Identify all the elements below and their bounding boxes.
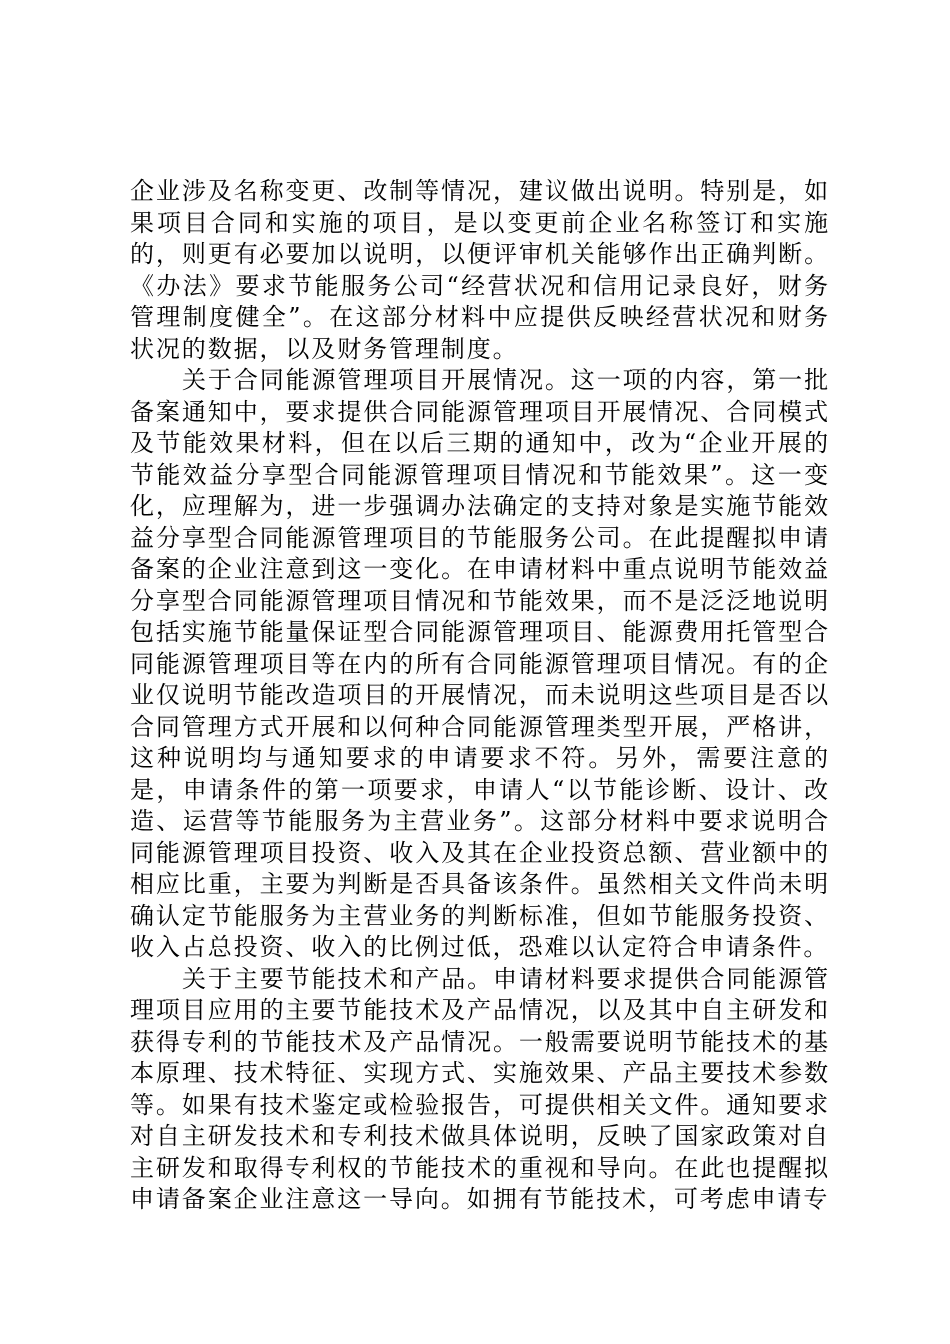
- document-page: [130, 176, 830, 1216]
- paragraph-project-status: 关于合同能源管理项目开展情况。这一项的内容，第一批备案通知中，要求提供合同能源管理项目开展情况、合同模式及节能效果材料，但在以后三期的通知中，改为“企业开展的节能效益分享型合同能源管理项目情况和节能效果”。这一变化，应理解为，进一步强调办法确定的支持对象是实施节能效益分享型合同能源管理项目的节能服务公司。在此提醒拟申请备案的企业注意到这一变化。在申请材料中重点说明节能效益分享型合同能源管理项目情况和节能效果，而不是泛泛地说明包括实施节能量保证型合同能源管理项目、能源费用托管型合同能源管理项目等在内的所有合同能源管理项目情况。有的企业仅说明节能改造项目的开展情况，而未说明这些项目是否以合同管理方式开展和以何种合同能源管理类型开展，严格讲，这种说明均与通知要求的申请要求不符。另外，需要注意的是，申请条件的第一项要求，申请人“以节能诊断、设计、改造、运营等节能服务为主营业务”。这部分材料中要求说明合同能源管理项目投资、收入及其在企业投资总额、营业额中的相应比重，主要为判断是否具备该条件。虽然相关文件尚未明确认定节能服务为主营业务的判断标准，但如节能服务投资、收入占总投资、收入的比例过低，恐难以认定符合申请条件。: [130, 366, 830, 961]
- paragraph-company-changes: 企业涉及名称变更、改制等情况，建议做出说明。特别是，如果项目合同和实施的项目，是以变更前企业名称签订和实施的，则更有必要加以说明，以便评审机关能够作出正确判断。《办法》要求节能服务公司“经营状况和信用记录良好，财务管理制度健全”。在这部分材料中应提供反映经营状况和财务状况的数据，以及财务管理制度。: [130, 177, 830, 363]
- paragraph-technology-products: 关于主要节能技术和产品。申请材料要求提供合同能源管理项目应用的主要节能技术及产品情况，以及其中自主研发和获得专利的节能技术及产品情况。一般需要说明节能技术的基本原理、技术特征、实现方式、实施效果、产品主要技术参数等。如果有技术鉴定或检验报告，可提供相关文件。通知要求对自主研发技术和专利技术做具体说明，反映了国家政策对自主研发和取得专利权的节能技术的重视和导向。在此也提醒拟申请备案企业注意这一导向。如拥有节能技术，可考虑申请专: [130, 964, 830, 1213]
